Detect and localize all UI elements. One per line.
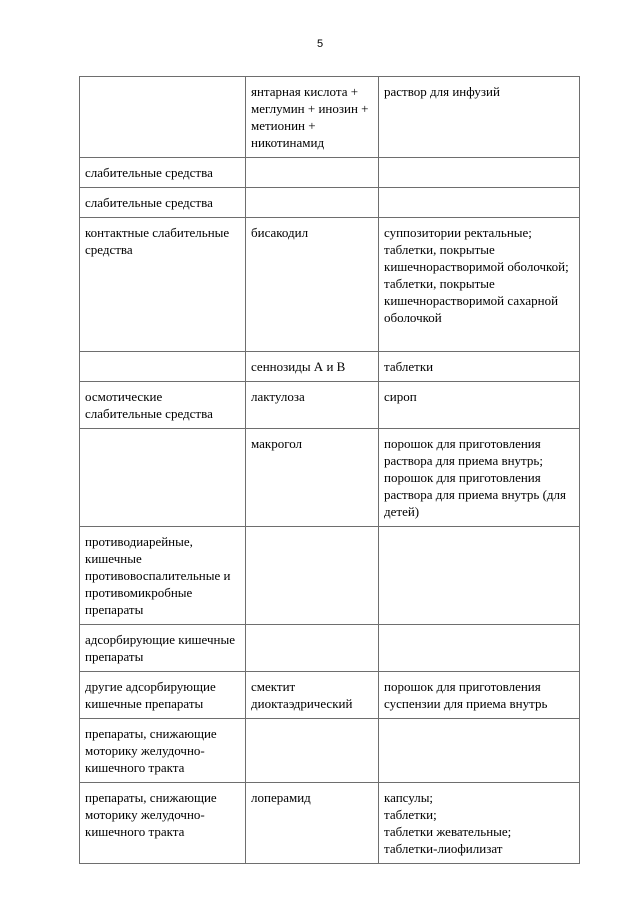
form-cell-text: раствор для инфузий	[384, 84, 500, 99]
substance-cell-text: макрогол	[251, 436, 303, 451]
group-cell-text: препараты, снижающие моторику желудочно-кишечного тракта	[85, 726, 217, 775]
group-cell	[80, 158, 246, 188]
form-cell-text: капсулы; таблетки; таблетки жевательные; таблетки-лиофилизат	[384, 790, 512, 856]
group-cell	[80, 382, 246, 429]
group-cell-text: слабительные средства	[85, 195, 213, 210]
group-cell	[80, 527, 246, 625]
group-cell	[80, 719, 246, 783]
form-cell	[379, 429, 580, 527]
form-cell	[379, 382, 580, 429]
group-cell	[80, 352, 246, 382]
group-cell-text: адсорбирующие кишечные препараты	[85, 632, 235, 664]
substance-cell	[246, 429, 379, 527]
form-cell	[379, 158, 580, 188]
form-cell	[379, 625, 580, 672]
table-row	[80, 719, 580, 783]
table-row	[80, 352, 580, 382]
form-cell-text: суппозитории ректальные; таблетки, покрытые кишечнорастворимой оболочкой; таблетки, покрытые кишечнорастворимой сахарной оболочкой	[384, 225, 569, 325]
form-cell	[379, 352, 580, 382]
form-cell	[379, 218, 580, 352]
substance-cell	[246, 158, 379, 188]
form-cell-text: таблетки	[384, 359, 434, 374]
table-row	[80, 527, 580, 625]
substance-cell	[246, 719, 379, 783]
substance-cell	[246, 218, 379, 352]
drug-table	[79, 76, 580, 864]
substance-cell	[246, 77, 379, 158]
table-row	[80, 783, 580, 864]
group-cell	[80, 218, 246, 352]
substance-cell	[246, 625, 379, 672]
group-cell-text: контактные слабительные средства	[85, 225, 230, 257]
substance-cell	[246, 672, 379, 719]
substance-cell-text: лактулоза	[251, 389, 305, 404]
group-cell	[80, 672, 246, 719]
group-cell-text: слабительные средства	[85, 165, 213, 180]
form-cell	[379, 719, 580, 783]
substance-cell	[246, 352, 379, 382]
group-cell-text: препараты, снижающие моторику желудочно-кишечного тракта	[85, 790, 217, 839]
substance-cell-text: янтарная кислота + меглумин + инозин + метионин + никотинамид	[251, 84, 369, 150]
substance-cell	[246, 188, 379, 218]
table-row	[80, 77, 580, 158]
substance-cell-text: бисакодил	[251, 225, 309, 240]
form-cell-text: порошок для приготовления суспензии для приема внутрь	[384, 679, 548, 711]
group-cell-text: противодиарейные, кишечные противовоспалительные и противомикробные препараты	[85, 534, 231, 617]
table-row	[80, 218, 580, 352]
substance-cell	[246, 382, 379, 429]
group-cell-text: другие адсорбирующие кишечные препараты	[85, 679, 216, 711]
substance-cell-text: сеннозиды А и В	[251, 359, 346, 374]
table-body	[80, 77, 580, 864]
substance-cell-text: смектит диоктаэдрический	[251, 679, 353, 711]
page-number: 5	[316, 38, 324, 50]
group-cell	[80, 429, 246, 527]
substance-cell	[246, 527, 379, 625]
group-cell	[80, 625, 246, 672]
table-row	[80, 188, 580, 218]
table-row	[80, 625, 580, 672]
substance-cell-text: лоперамид	[251, 790, 311, 805]
substance-cell	[246, 783, 379, 864]
form-cell-text: сироп	[384, 389, 417, 404]
group-cell	[80, 77, 246, 158]
table-row	[80, 429, 580, 527]
form-cell	[379, 783, 580, 864]
table-row	[80, 158, 580, 188]
table-row	[80, 382, 580, 429]
form-cell	[379, 188, 580, 218]
form-cell	[379, 527, 580, 625]
form-cell-text: порошок для приготовления раствора для приема внутрь; порошок для приготовления раствора для приема внутрь (для детей)	[384, 436, 566, 519]
group-cell-text: осмотические слабительные средства	[85, 389, 213, 421]
group-cell	[80, 783, 246, 864]
table-row	[80, 672, 580, 719]
form-cell	[379, 77, 580, 158]
form-cell	[379, 672, 580, 719]
group-cell	[80, 188, 246, 218]
